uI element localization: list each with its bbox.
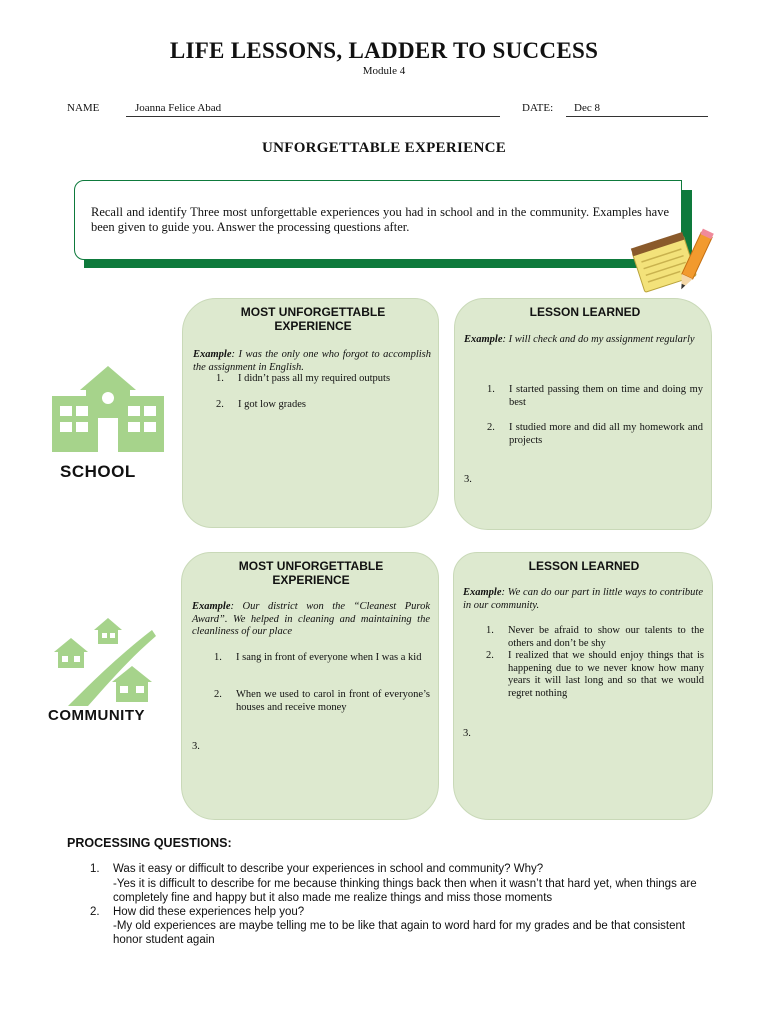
- question-number: 2.: [90, 906, 100, 918]
- example-text: Example: We can do our part in little ways to contribute in our community.: [463, 587, 703, 611]
- card-heading: LESSON LEARNED: [528, 559, 640, 573]
- example-text: Example: Our district won the “Cleanest Purok Award”. We helped in cleaning and maintaining the cleanliness of our place: [192, 601, 430, 637]
- list-item: 2. When we used to carol in front of everyone’s houses and receive money: [214, 689, 430, 713]
- community-icon: [48, 616, 160, 708]
- community-lesson-card: [453, 552, 713, 820]
- notepad-pencil-icon: [628, 226, 716, 300]
- page-title: LIFE LESSONS, LADDER TO SUCCESS: [169, 38, 599, 63]
- date-field[interactable]: Dec 8: [574, 102, 600, 114]
- school-icon: [50, 364, 166, 454]
- list-item: 1. Never be afraid to show our talents to the others and don’t be shy: [486, 625, 704, 649]
- date-label: DATE:: [522, 102, 554, 114]
- school-label: SCHOOL: [60, 462, 136, 481]
- card-heading: MOST UNFORGETTABLE EXPERIENCE: [240, 305, 386, 333]
- community-experience-card: [181, 552, 439, 820]
- list-item: 3.: [464, 474, 472, 485]
- name-label: NAME: [67, 102, 100, 114]
- card-heading: LESSON LEARNED: [529, 305, 641, 319]
- question-text: Was it easy or difficult to describe your experiences in school and community? Why?: [113, 863, 544, 875]
- module-label: Module 4: [362, 65, 406, 77]
- list-item: 1. I started passing them on time and doing my best: [487, 384, 703, 408]
- processing-heading: PROCESSING QUESTIONS:: [67, 836, 232, 850]
- list-item: 3.: [463, 728, 471, 739]
- list-item: 2. I got low grades: [216, 399, 306, 410]
- card-heading: MOST UNFORGETTABLE EXPERIENCE: [238, 559, 384, 587]
- example-text: Example: I will check and do my assignment regularly: [464, 334, 695, 345]
- school-experience-card: [182, 298, 439, 528]
- example-text: Example: I was the only one who forgot to accomplish the assignment in English.: [193, 349, 431, 373]
- date-line: [566, 116, 708, 117]
- question-number: 1.: [90, 863, 100, 875]
- community-label: COMMUNITY: [48, 707, 145, 724]
- list-item: 1. I sang in front of everyone when I was a kid: [214, 652, 422, 663]
- section-title: UNFORGETTABLE EXPERIENCE: [261, 140, 507, 156]
- school-lesson-card: [454, 298, 712, 530]
- question-text: How did these experiences help you?: [113, 906, 305, 918]
- answer-text: -Yes it is difficult to describe for me because thinking things back then when it wasn’t that hard yet, when things are completely fine and happy but it also made me realize things and miss those moments: [113, 878, 697, 904]
- list-item: 3.: [192, 741, 200, 752]
- answer-text: -My old experiences are maybe telling me to be like that again to word hard for my grades and be that consistent honor student again: [113, 920, 686, 946]
- name-field[interactable]: Joanna Felice Abad: [135, 102, 222, 114]
- list-item: 2. I studied more and did all my homework and projects: [487, 422, 703, 446]
- instruction-text: Recall and identify Three most unforgettable experiences you had in school and in the community. Examples have been given to guide you. Answer the processing questions after.: [91, 205, 669, 234]
- list-item: 1. I didn’t pass all my required outputs: [216, 373, 391, 384]
- list-item: 2. I realized that we should enjoy things that is happening due to we never know how many years it will last long and so that we would regret nothing: [486, 650, 704, 699]
- name-line: [126, 116, 500, 117]
- instruction-box: [74, 180, 682, 260]
